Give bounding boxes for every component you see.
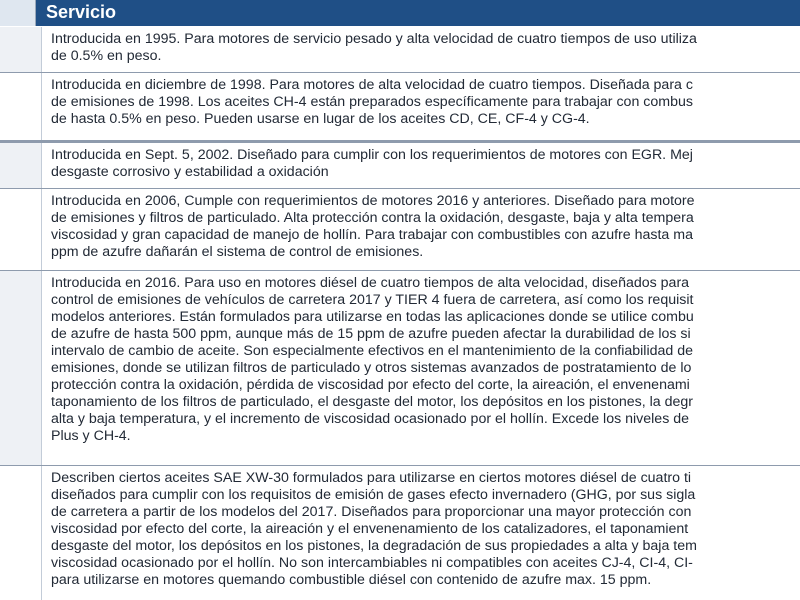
description-line: viscosidad por efecto del corte, la aireación y el envenenamiento de los catalizadores, el taponamient: [51, 521, 689, 537]
category-cell: [0, 73, 42, 140]
category-cell: [0, 189, 42, 270]
table-row: [0, 466, 800, 600]
row-description: [51, 147, 800, 181]
description-line: alta y baja temperatura, y el incremento de viscosidad ocasionado por el hollín. Excede los niveles de: [51, 411, 690, 427]
header-left-cell: [0, 0, 36, 26]
description-line: Introducida en 2016. Para uso en motores diésel de cuatro tiempos de alta velocidad, diseñados para: [51, 275, 690, 291]
table-row: [0, 27, 800, 73]
description-line: Describen ciertos aceites SAE XW-30 formulados para utilizarse en ciertos motores diésel de cuatro ti: [51, 470, 692, 486]
description-line: taponamiento de los filtros de particulado, el desgaste del motor, los depósitos en los pistones, la degr: [51, 394, 693, 410]
description-line: emisiones, donde se utilizan filtros de particulado y otros sistemas avanzados de postratamiento de lo: [51, 360, 692, 376]
description-line: Introducida en 1995. Para motores de servicio pesado y alta velocidad de cuatro tiempos de uso utiliza: [51, 31, 697, 47]
description-line: control de emisiones de vehículos de carretera 2017 y TIER 4 fuera de carretera, así como los requisit: [51, 292, 694, 308]
table-row: [0, 271, 800, 466]
description-line: diseñados para cumplir con los requisitos de emisión de gases efecto invernadero (GHG, por sus sigla: [51, 487, 696, 503]
description-line: de azufre de hasta 500 ppm, aunque más de 15 ppm de azufre pueden afectar la durabilidad de los si: [51, 326, 691, 342]
description-line: Plus y CH-4.: [51, 428, 131, 444]
row-description: [51, 470, 800, 589]
description-line: Introducida en Sept. 5, 2002. Diseñado para cumplir con los requerimientos de motores con EGR. Mej: [51, 147, 693, 163]
description-line: viscosidad ocasionado por el hollín. No son intercambiables ni compatibles con aceites CJ-4, CI-4, CI-: [51, 555, 693, 571]
description-line: Introducida en 2006, Cumple con requerimientos de motores 2016 y anteriores. Diseñado para motore: [51, 193, 695, 209]
table-row: [0, 73, 800, 143]
description-line: protección contra la oxidación, pérdida de viscosidad por efecto del corte, la aireación, el envenenami: [51, 377, 690, 393]
category-cell: [0, 271, 42, 465]
description-line: ppm de azufre dañarán el sistema de control de emisiones.: [51, 244, 424, 260]
description-line: desgaste del motor, los depósitos en los pistones, la degradación de sus propiedades a alta y baja tem: [51, 538, 697, 554]
category-cell: [0, 466, 42, 600]
description-line: de 0.5% en peso.: [51, 48, 162, 64]
description-line: de emisiones de 1998. Los aceites CH-4 están preparados específicamente para trabajar con combus: [51, 94, 693, 110]
description-line: modelos anteriores. Están formulados para utilizarse en todas las aplicaciones donde se utilice combu: [51, 309, 694, 325]
row-description: [51, 31, 800, 65]
description-line: para utilizarse en motores quemando combustible diésel con contenido de azufre max. 15 ppm.: [51, 572, 652, 588]
table-header: [0, 0, 800, 26]
description-line: intervalo de cambio de aceite. Son especialmente efectivos en el mantenimiento de la confiabilidad de: [51, 343, 693, 359]
description-line: Introducida en diciembre de 1998. Para motores de alta velocidad de cuatro tiempos. Diseñada para c: [51, 77, 693, 93]
description-line: de carretera a partir de los modelos del 2017. Diseñados para proporcionar una mayor protección con: [51, 504, 692, 520]
description-line: desgaste corrosivo y estabilidad a oxidación: [51, 164, 329, 180]
row-description: [51, 275, 800, 445]
row-description: [51, 193, 800, 261]
description-line: viscosidad y gran capacidad de manejo de hollín. Para trabajar con combustibles con azufre hasta ma: [51, 227, 693, 243]
description-line: de hasta 0.5% en peso. Pueden usarse en lugar de los aceites CD, CE, CF-4 y CG-4.: [51, 111, 590, 127]
table-row: [0, 189, 800, 271]
description-line: de emisiones y filtros de particulado. Alta protección contra la oxidación, desgaste, baja y alta tempera: [51, 210, 694, 226]
row-description: [51, 77, 800, 128]
category-cell: [0, 143, 42, 188]
table-row: [0, 143, 800, 189]
category-cell: [0, 27, 42, 72]
header-title: Servicio: [46, 2, 117, 22]
